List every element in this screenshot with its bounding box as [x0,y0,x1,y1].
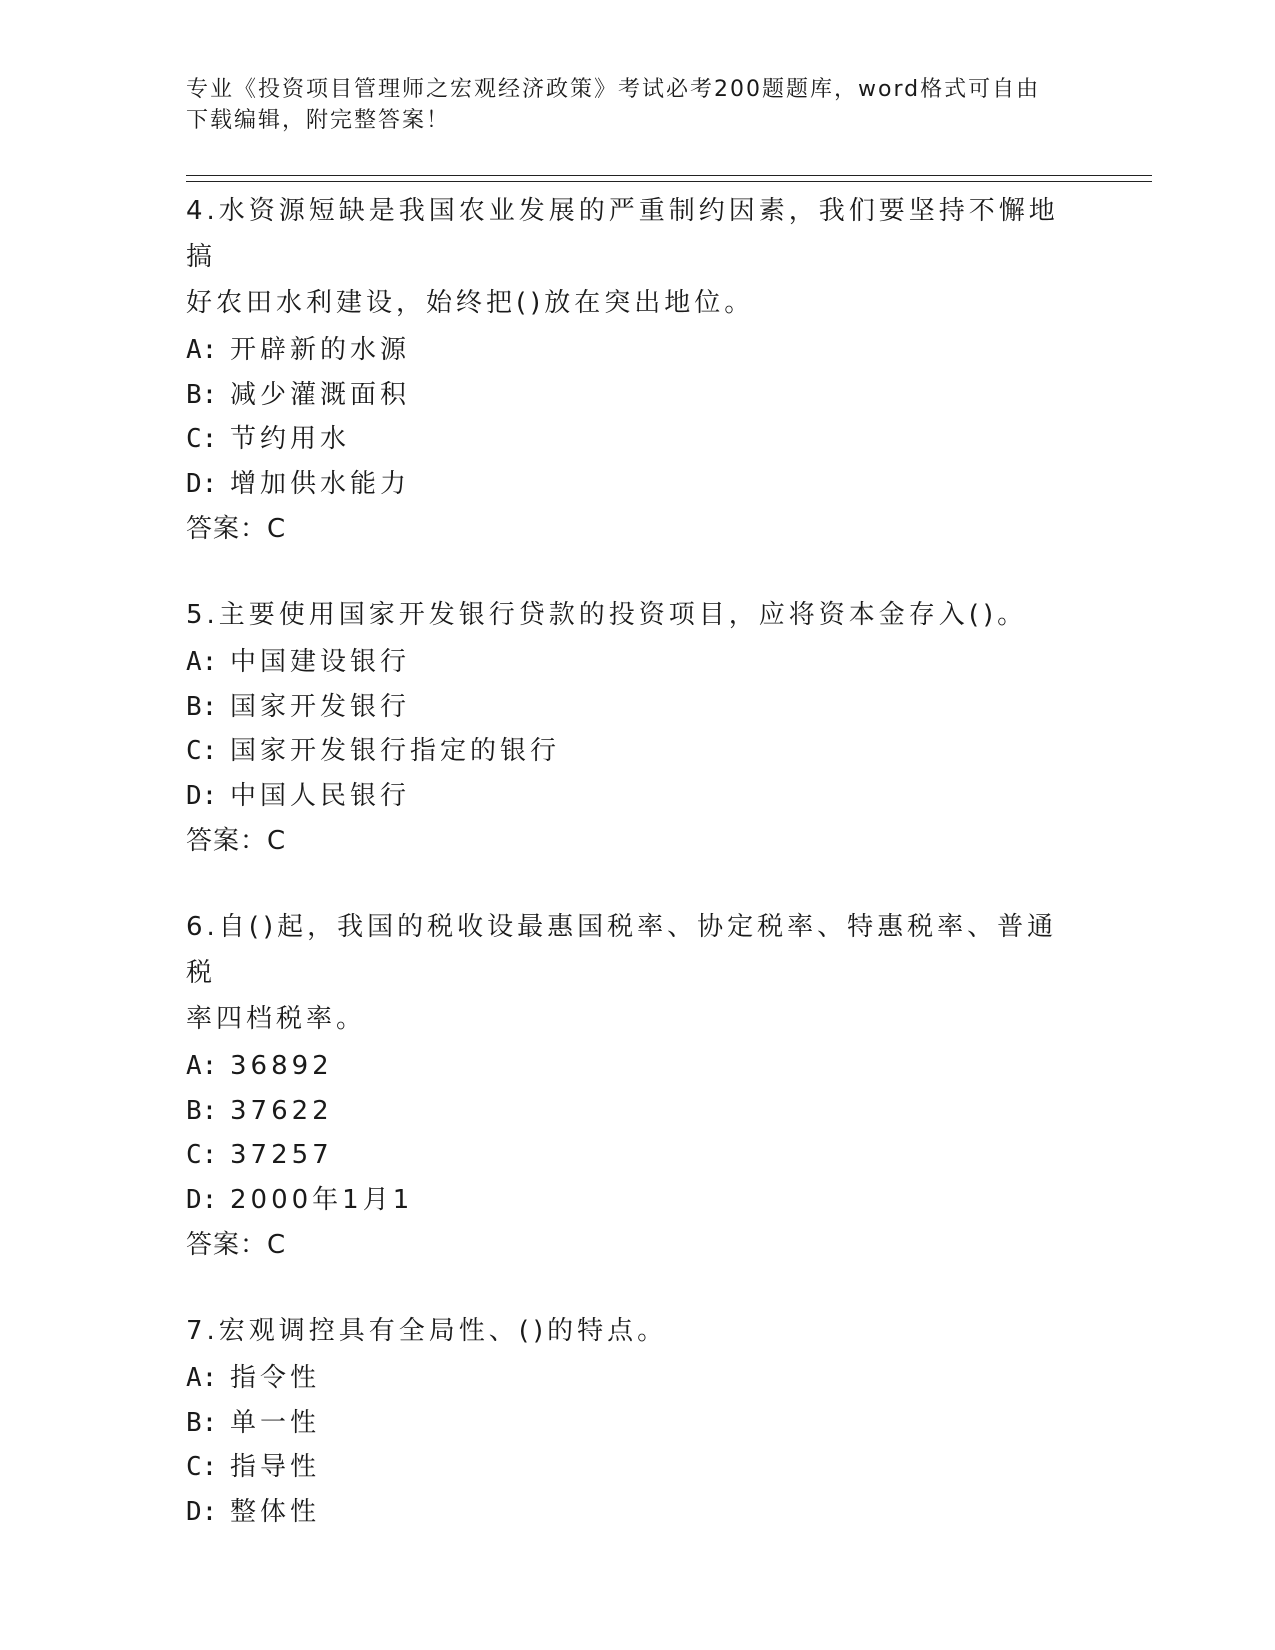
question-stem [186,188,1086,326]
option-text: 国家开发银行 [230,691,411,722]
question-stem-line: 5.主要使用国家开发银行贷款的投资项目，应将资本金存入()。 [186,600,1028,630]
option-b [186,685,1086,730]
option-c [186,729,1086,774]
question-stem-line: 7.宏观调控具有全局性、()的特点。 [186,1316,668,1346]
option-letter: B: [186,691,218,722]
option-d [186,774,1086,819]
option-b [186,1401,1086,1446]
option-a [186,328,1086,373]
option-d [186,1490,1086,1535]
option-letter: D: [186,1496,218,1527]
option-text: 增加供水能力 [230,468,411,499]
question-6 [186,904,1086,1268]
option-letter: A: [186,1363,218,1393]
option-text: 节约用水 [230,424,351,454]
option-text: 减少灌溉面积 [230,379,411,410]
option-b [186,1089,1086,1134]
option-text: 国家开发银行指定的银行 [230,736,561,766]
option-letter: D: [186,468,218,499]
question-list [186,188,1086,1574]
option-c [186,1445,1086,1490]
option-text: 37622 [230,1095,333,1126]
option-letter: C: [186,736,218,766]
question-stem [186,1308,1086,1354]
question-5 [186,592,1086,864]
option-letter: D: [186,780,218,811]
option-text: 中国人民银行 [230,780,411,811]
option-letter: D: [186,1184,218,1215]
option-c [186,1133,1086,1178]
option-b [186,373,1086,418]
option-a [186,1044,1086,1089]
option-letter: A: [186,647,218,677]
question-stem [186,904,1086,1042]
header-line-1: 专业《投资项目管理师之宏观经济政策》考试必考200题题库，word格式可自由 [186,77,1041,102]
question-stem-line: 好农田水利建设，始终把()放在突出地位。 [186,288,755,318]
option-letter: C: [186,1452,218,1482]
question-4 [186,188,1086,552]
document-header [186,74,1066,136]
option-text: 中国建设银行 [230,647,411,677]
option-text: 37257 [230,1140,333,1170]
option-letter: C: [186,424,218,454]
option-a [186,640,1086,685]
answer-line: 答案：C [186,514,287,544]
option-letter: B: [186,379,218,410]
option-a [186,1356,1086,1401]
option-text: 36892 [230,1051,333,1081]
option-letter: B: [186,1095,218,1126]
answer-line: 答案：C [186,826,287,856]
question-stem-line: 6.自()起，我国的税收设最惠国税率、协定税率、特惠税率、普通税 [186,912,1058,988]
header-divider-bottom [186,181,1152,182]
option-d [186,1178,1086,1223]
option-letter: A: [186,1051,218,1081]
option-text: 指令性 [230,1363,321,1393]
option-text: 单一性 [230,1407,321,1438]
option-letter: B: [186,1407,218,1438]
option-text: 整体性 [230,1496,321,1527]
option-letter: C: [186,1140,218,1170]
option-text: 2000年1月1 [230,1184,414,1215]
option-text: 开辟新的水源 [230,335,411,365]
question-stem [186,592,1086,638]
question-7 [186,1308,1086,1534]
answer-line: 答案：C [186,1230,287,1260]
option-d [186,462,1086,507]
header-line-2: 下载编辑，附完整答案！ [186,108,451,133]
option-letter: A: [186,335,218,365]
option-text: 指导性 [230,1452,321,1482]
question-stem-line: 4.水资源短缺是我国农业发展的严重制约因素，我们要坚持不懈地搞 [186,196,1059,272]
option-c [186,417,1086,462]
question-stem-line: 率四档税率。 [186,1004,367,1034]
header-divider-top [186,175,1152,176]
